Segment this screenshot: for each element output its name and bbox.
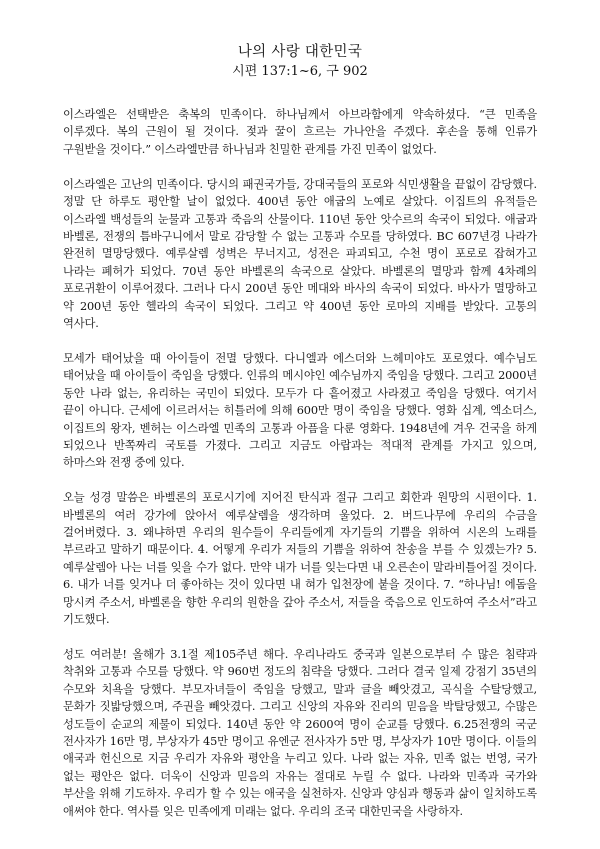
document-title: 나의 사랑 대한민국	[237, 44, 363, 60]
paragraph-persecution: 모세가 태어났을 때 아이들이 전멸 당했다. 다니엘과 에스더와 느헤미야도 포로였다. 예수님도 태어났을 때 아이들이 죽임을 당했다. 인류의 메시야인 예수님까지 죽임을 당했다. 그리고 2000년 동안 나라 없는, 유리하는 국민이 되었다. 모두가 다 흩어졌고 사라졌고 죽임을 당했다. 여기서 끝이 아니다. 근세에 이르러서는 히틀러에 의해 600만 명이 죽임을 당했다. 영화 십계, 엑소더스, 이집트의 왕자, 벤허는 이스라엘 민족의 고통과 아픔을 다룬 영화다. 1948년에 겨우 건국을 하게 되었으나 반쪽짜리 국토를 가졌다. 그리고 지금도 아랍과는 적대적 관계를 가지고 있으며, 하마스와 전쟁 중에 있다.	[63, 351, 537, 470]
paragraph-chosen-people: 이스라엘은 선택받은 축복의 민족이다. 하나님께서 아브라함에게 약속하셨다. “큰 민족을 이루겠다. 복의 근원이 될 것이다. 젖과 꿀이 흐르는 가나안을 주겠다. 후손을 통해 인류가 구원받을 것이다.” 이스라엘만큼 하나님과 친밀한 관계를 가진 민족이 없었다.	[63, 108, 537, 156]
scripture-reference: 시편 137:1~6, 구 902	[232, 64, 368, 79]
paragraph-suffering-history: 이스라엘은 고난의 민족이다. 당시의 패권국가들, 강대국들의 포로와 식민생활을 끝없이 감당했다. 정말 단 하루도 평안할 날이 없었다. 400년 동안 애굽의 노예로 살았다. 이집트의 유적들은 이스라엘 백성들의 눈물과 고통과 죽음의 산물이다. 110년 동안 앗수르의 속국이 되었다. 애굽과 바벨론, 전쟁의 틈바구니에서 말로 감당할 수 없는 고통과 수모를 당하였다. BC 607년경 나라가 완전히 멸망당했다. 예루살렘 성벽은 무너지고, 성전은 파괴되고, 수천 명이 포로로 잡혀가고 나라는 폐허가 되었다. 70년 동안 바벨론의 속국으로 살았다. 바벨론의 멸망과 함께 4차례의 포로귀환이 이루어졌다. 그러나 다시 200년 동안 메대와 바사의 속국이 되었다. 바사가 멸망하고 약 200년 동안 헬라의 속국이 되었다. 그리고 약 400년 동안 로마의 지배를 받았다. 고통의 역사다.	[63, 177, 537, 330]
paragraph-psalm-137: 오늘 성경 말씀은 바벨론의 포로시기에 지어진 탄식과 절규 그리고 회한과 원망의 시편이다. 1. 바벨론의 여러 강가에 앉아서 예루살렘을 생각하며 울었다. 2. 버드나무에 우리의 수금을 걸어버렸다. 3. 왜냐하면 우리의 원수들이 우리들에게 자기들의 기쁨을 위하여 시온의 노래를 부르라고 말하기 때문이다. 4. 어떻게 우리가 저들의 기쁨을 위하여 찬송을 부를 수 있겠는가? 5. 예루살렘아 나는 너를 잊을 수가 없다. 만약 내가 너를 잊는다면 내 오른손이 말라비틀어질 것이다. 6. 내가 너를 잊거나 더 좋아하는 것이 있다면 내 혀가 입천장에 붙을 것이다. 7. “하나님! 에돔을 망시켜 주소서, 바벨론을 향한 우리의 원한을 갚아 주소서, 저들을 죽음으로 인도하여 주소서”라고 기도했다.	[63, 491, 537, 627]
body-text	[63, 106, 537, 820]
paragraph-korea: 성도 여러분! 올해가 3.1절 제105주년 해다. 우리나라도 중국과 일본으로부터 수 많은 침략과 착취와 고통과 수모를 당했다. 약 960번 정도의 침략을 당했다. 그러다 결국 일제 강점기 35년의 수모와 치욕을 당했다. 부모자녀들이 죽임을 당했고, 말과 글을 빼앗겼고, 곡식을 수탈당했고, 문화가 짓밟당했으며, 주권을 빼앗겼다. 그리고 신앙의 자유와 진리의 믿음을 박탈당했고, 수많은 성도들이 순교의 제물이 되었다. 140년 동안 약 2600여 명이 순교를 당했다. 6.25전쟁의 국군 전사자가 16만 명, 부상자가 45만 명이고 유엔군 전사자가 5만 명, 부상자가 10만 명이다. 이들의 애국과 헌신으로 지금 우리가 자유와 평안을 누리고 있다. 나라 없는 자유, 민족 없는 번영, 국가 없는 평안은 없다. 더욱이 신앙과 믿음의 자유는 절대로 누릴 수 없다. 나라와 민족과 국가와 부산을 위해 기도하자. 우리가 할 수 있는 애국을 실천하자. 신앙과 양심과 행동과 삶이 일치하도록 애써야 한다. 역사를 잊은 민족에게 미래는 없다. 우리의 조국 대한민국을 사랑하자.	[63, 647, 537, 818]
